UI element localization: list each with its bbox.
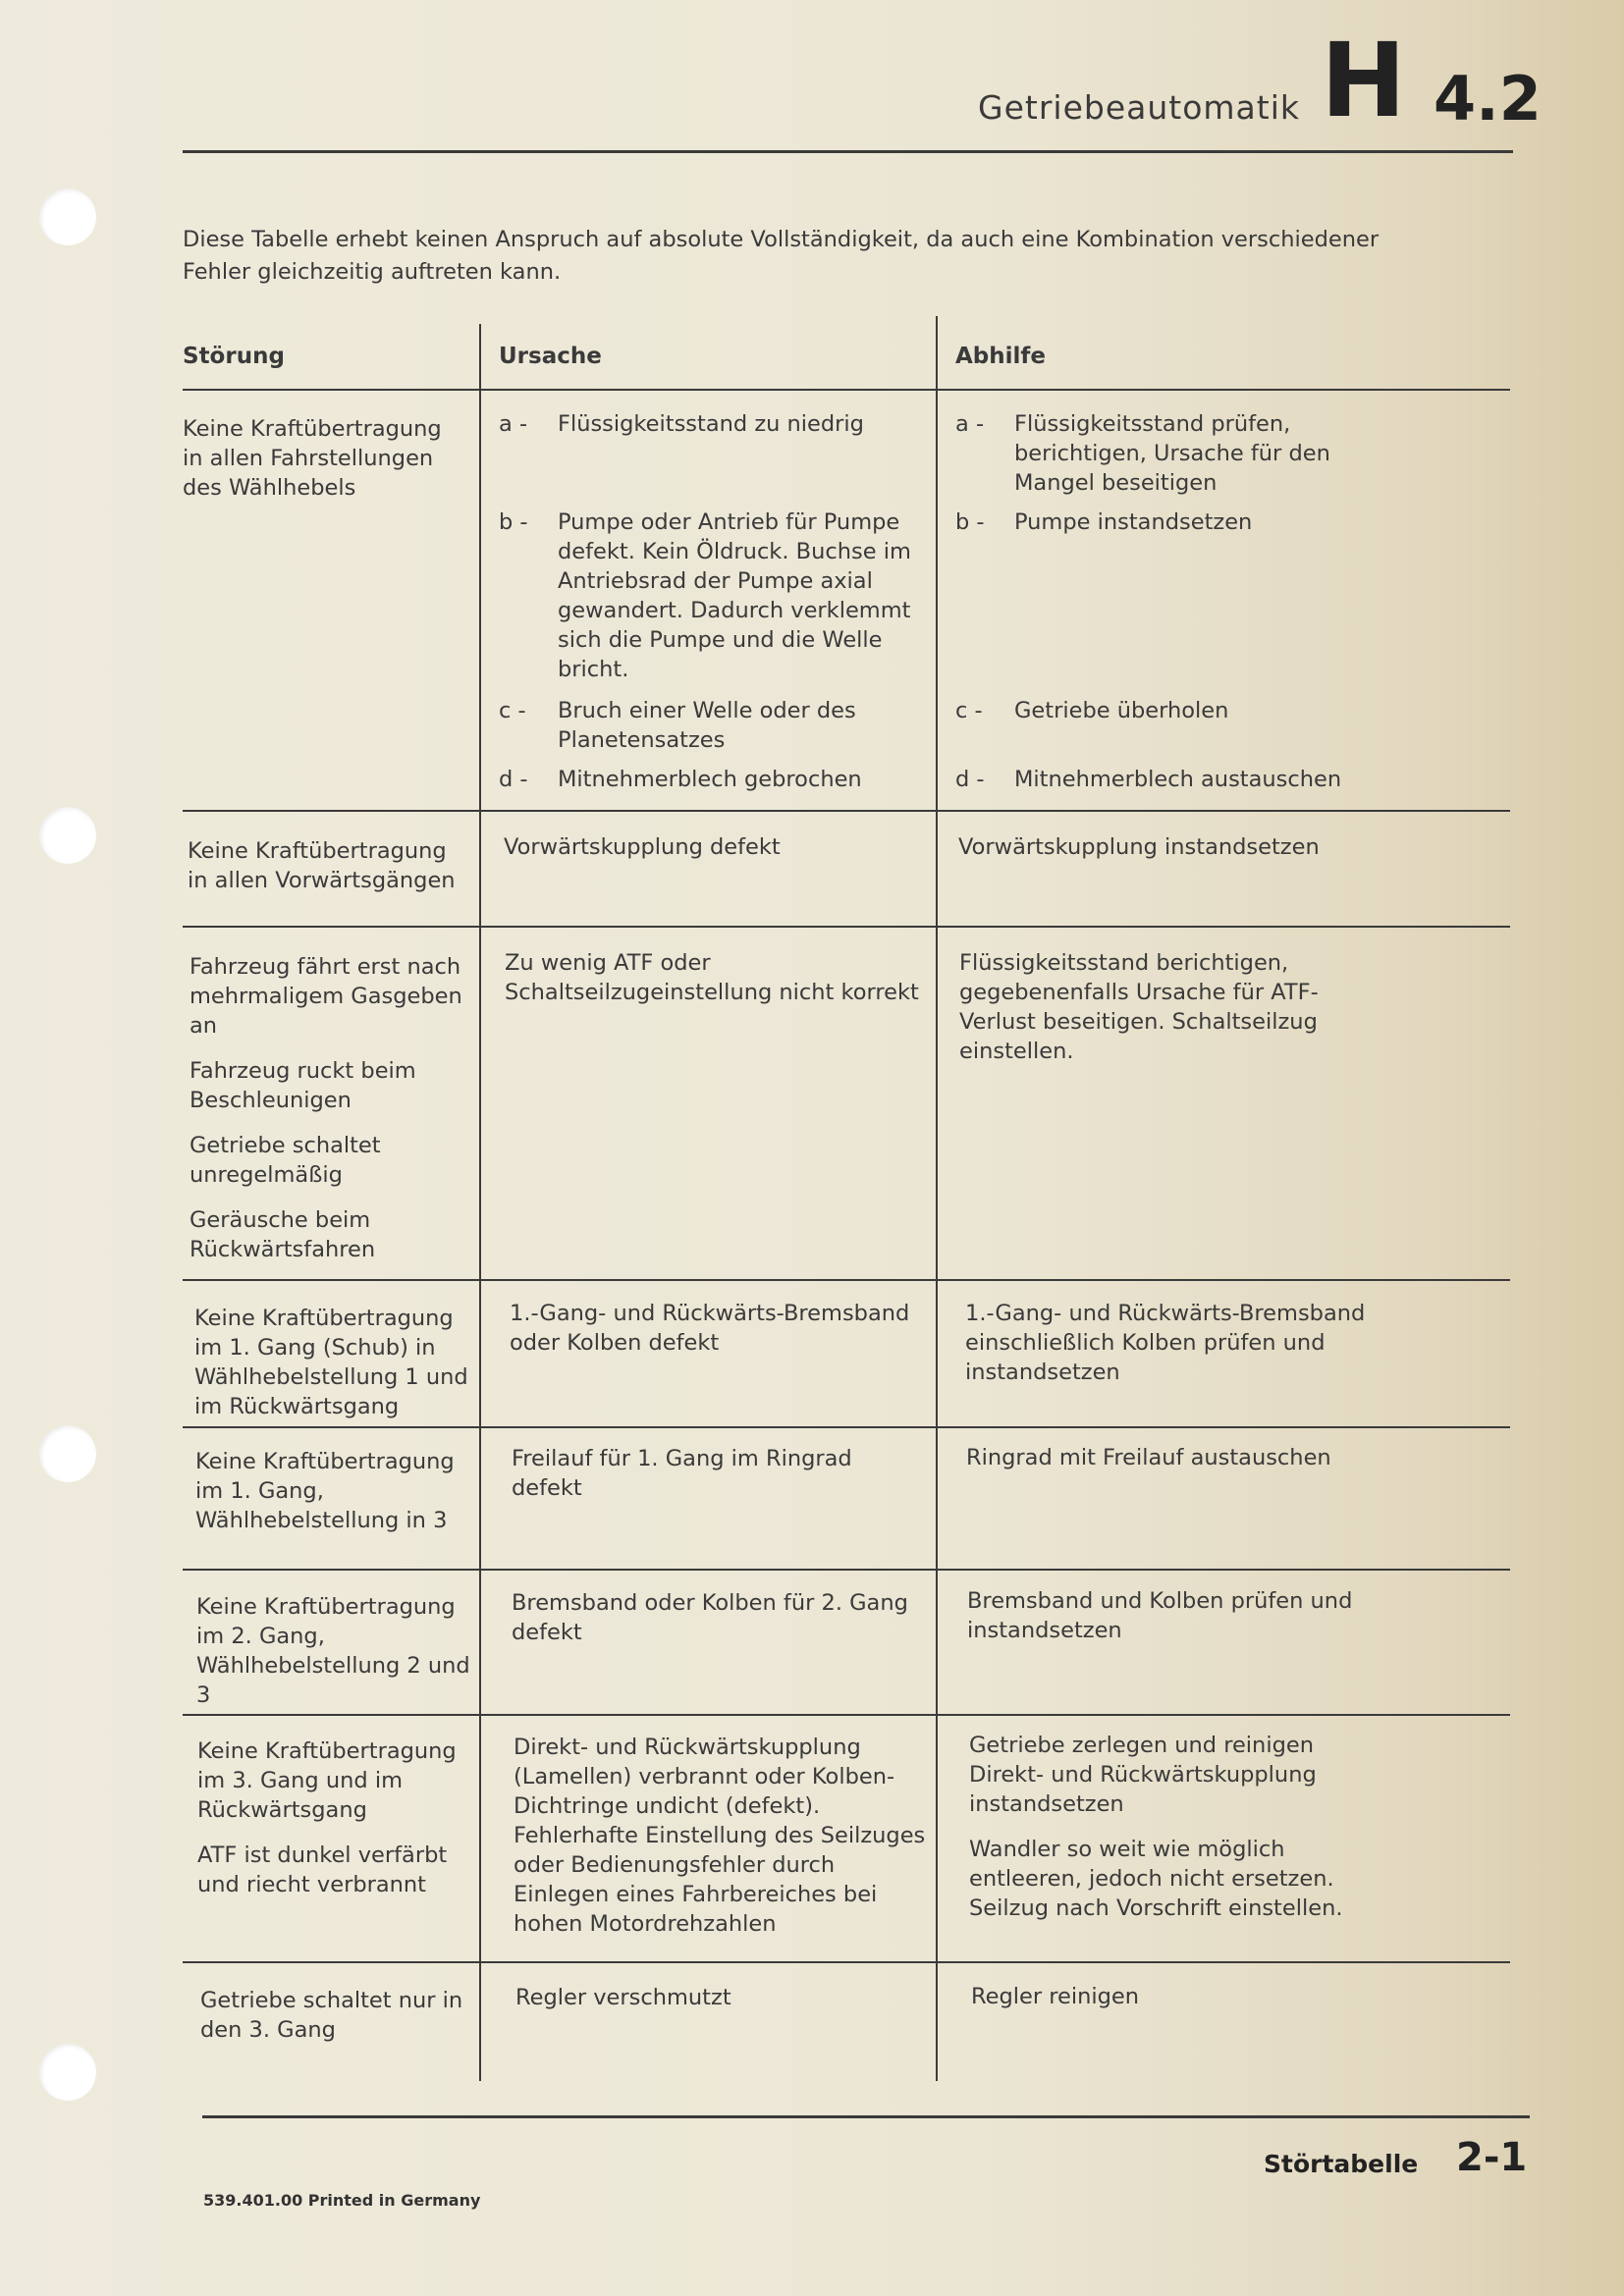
remedy-item-a: a - Flüssigkeitsstand prüfen, berichtigen, Ursache für den Mangel beseitigen [955, 411, 1330, 496]
column-header-fault: Störung [183, 344, 285, 369]
row2-cause: Vorwärtskupplung defekt [504, 834, 781, 860]
row5-cause: Freilauf für 1. Gang im Ringrad defekt [512, 1446, 852, 1501]
punch-hole [39, 807, 96, 864]
header-title: Getriebeautomatik [978, 88, 1300, 127]
footer-rule [202, 2115, 1530, 2118]
row-separator [183, 926, 1510, 928]
row8-fault: Getriebe schaltet nur in den 3. Gang [200, 1988, 463, 2043]
row-separator [183, 810, 1510, 812]
row-separator [183, 389, 1510, 391]
print-note: 539.401.00 Printed in Germany [203, 2191, 481, 2210]
row6-fault: Keine Kraftübertragung im 2. Gang, Wählhebelstellung 2 und 3 [196, 1594, 470, 1708]
cause-item-c: c - Bruch einer Welle oder des Planetensatzes [499, 698, 856, 753]
punch-hole [39, 1425, 96, 1482]
column-divider [479, 324, 481, 2081]
page-number: 2-1 [1456, 2135, 1528, 2180]
row7-remedy: Getriebe zerlegen und reinigen Direkt- und Rückwärtskupplung instandsetzen Wandler so weit wie möglich entleeren, jedoch nicht ersetzen. Seilzug nach Vorschrift einstellen. [969, 1733, 1343, 1921]
row5-fault: Keine Kraftübertragung im 1. Gang, Wählhebelstellung in 3 [195, 1449, 455, 1533]
row3-remedy: Flüssigkeitsstand berichtigen, gegebenenfalls Ursache für ATF-Verlust beseitigen. Schaltseilzug einstellen. [959, 950, 1319, 1064]
cause-item-d: d - Mitnehmerblech gebrochen [499, 767, 862, 792]
row7-cause: Direkt- und Rückwärtskupplung (Lamellen) verbrannt oder Kolben-Dichtringe undicht (defekt). Fehlerhafte Einstellung des Seilzuges oder Bedienungsfehler durch Einlegen eines Fahrbereiches bei hohen Motordrehzahlen [514, 1735, 926, 1937]
row8-remedy: Regler reinigen [971, 1984, 1139, 2009]
row6-remedy: Bremsband und Kolben prüfen und instandsetzen [967, 1588, 1353, 1643]
remedy-item-c: c - Getriebe überholen [955, 698, 1229, 723]
remedy-item-b: b - Pumpe instandsetzen [955, 509, 1253, 535]
cause-item-a: a - Flüssigkeitsstand zu niedrig [499, 411, 864, 437]
row2-remedy: Vorwärtskupplung instandsetzen [958, 834, 1320, 860]
row4-fault: Keine Kraftübertragung im 1. Gang (Schub) in Wählhebelstellung 1 und im Rückwärtsgang [194, 1306, 468, 1419]
intro-text: Diese Tabelle erhebt keinen Anspruch auf absolute Vollständigkeit, da auch eine Kombination verschiedener Fehler gleichzeitig auftreten kann. [183, 227, 1380, 285]
section-letter: H [1321, 21, 1407, 140]
row1-remedy [955, 409, 1378, 794]
column-divider [936, 316, 938, 2081]
column-header-cause: Ursache [499, 344, 602, 369]
punch-hole [39, 2044, 96, 2101]
header-rule [183, 150, 1513, 153]
row-separator [183, 1961, 1510, 1963]
row-separator [183, 1569, 1510, 1571]
punch-hole [39, 188, 96, 245]
row8-cause: Regler verschmutzt [515, 1985, 731, 2010]
cause-item-b: b - Pumpe oder Antrieb für Pumpe defekt. Kein Öldruck. Buchse im Antriebsrad der Pumpe axial gewandert. Dadurch verklemmt sich die Pumpe und die Welle bricht. [499, 509, 911, 682]
row6-cause: Bremsband oder Kolben für 2. Gang defekt [512, 1590, 908, 1645]
row7-fault: Keine Kraftübertragung im 3. Gang und im Rückwärtsgang ATF ist dunkel verfärbt und riecht verbrannt [197, 1738, 457, 1897]
row4-cause: 1.-Gang- und Rückwärts-Bremsband oder Kolben defekt [510, 1301, 910, 1356]
row2-fault: Keine Kraftübertragung in allen Vorwärtsgängen [188, 838, 456, 893]
row5-remedy: Ringrad mit Freilauf austauschen [966, 1445, 1331, 1470]
row3-fault: Fahrzeug fährt erst nach mehrmaligem Gasgeben an Fahrzeug ruckt beim Beschleunigen Getriebe schaltet unregelmäßig Geräusche beim Rückwärtsfahren [189, 954, 462, 1262]
row4-remedy: 1.-Gang- und Rückwärts-Bremsband einschließlich Kolben prüfen und instandsetzen [965, 1301, 1366, 1385]
row1-fault: Keine Kraftübertragung in allen Fahrstellungen des Wählhebels [183, 416, 442, 501]
row3-cause: Zu wenig ATF oder Schaltseilzugeinstellung nicht korrekt [505, 950, 919, 1005]
section-number: 4.2 [1434, 63, 1542, 134]
row1-cause [499, 409, 921, 794]
column-header-remedy: Abhilfe [955, 344, 1047, 369]
remedy-item-d: d - Mitnehmerblech austauschen [955, 767, 1342, 792]
footer-label: Störtabelle [1264, 2150, 1419, 2178]
